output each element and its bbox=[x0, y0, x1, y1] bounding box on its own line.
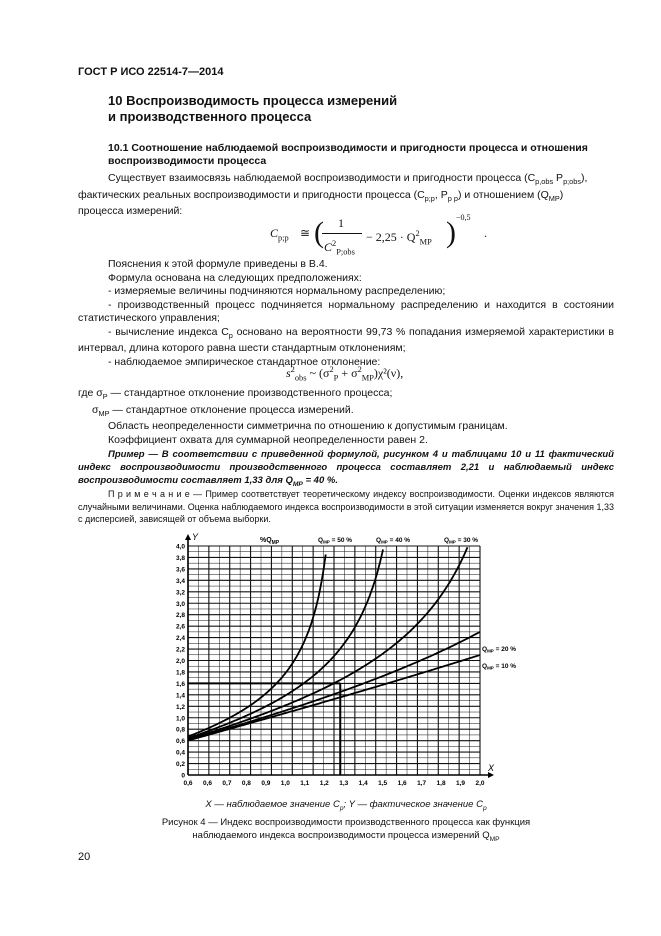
y-tick-label: 0,8 bbox=[175, 726, 185, 734]
chart-grid bbox=[185, 532, 495, 778]
note-label: П р и м е ч а н и е — bbox=[108, 489, 206, 499]
section-title-line2: и производственного процесса bbox=[108, 109, 312, 124]
formula-numerator: 1 bbox=[338, 216, 344, 230]
top-percent-label: $\%Q_{MP}$ bbox=[260, 537, 280, 546]
x-axis-label: X bbox=[488, 763, 495, 773]
x-tick-label: 1,9 bbox=[456, 780, 466, 787]
y-tick-label: 1,4 bbox=[175, 692, 185, 700]
formula-intro: Пояснения к этой формуле приведены в В.4. bbox=[108, 258, 328, 270]
main-formula: $C_{p;p}$ ≅ ( 1 $C^2_{P;obs}$ − $2,25 \cdot Q^2_{MP}$ ) −0,5 . bbox=[270, 215, 470, 257]
figure-caption-line1: Рисунок 4 — Индекс воспроизводимости производственного процесса как функция bbox=[161, 817, 531, 828]
paragraph-relationship bbox=[78, 172, 614, 219]
x-tick-label: 1,1 bbox=[300, 780, 310, 787]
bullet-1: - измеряемые величины подчиняются нормальному распределению; bbox=[108, 285, 446, 297]
definitions bbox=[78, 387, 614, 447]
variance-formula: $s^2_{obs}$ ~ $(\sigma^2_P + \sigma^2_{MP})\chi^2(\nu)$, bbox=[286, 365, 404, 383]
series-label-2: $Q_{MP} = 30$ % bbox=[444, 537, 479, 545]
symmetric-text: Область неопределенности симметрична по отношению к допустимым границам. bbox=[108, 420, 508, 433]
where-line-1: где $\sigma_P$ — стандартное отклонение производственного процесса; bbox=[78, 387, 393, 402]
capability-chart bbox=[150, 528, 520, 794]
bullet-3: - вычисление индекса $C_p$ основано на вероятности 99,73 % попадания измеряемой характеристики в интервал, длина которого равна шести стандартным отклонениям; bbox=[78, 325, 614, 355]
formula-minus-term: − $2,25 \cdot Q^2_{MP}$ bbox=[366, 229, 432, 247]
y-tick-label: 1,2 bbox=[175, 703, 185, 711]
x-tick-label: 0,8 bbox=[241, 780, 251, 787]
paragraph-line1: Существует взаимосвязь наблюдаемой воспроизводимости и пригодности процесса ($C_{p,obs}$ $P_{p;obs}$), bbox=[108, 172, 588, 187]
series-label-4: $Q_{MP} = 10$ % bbox=[482, 663, 517, 671]
x-tick-label: 1,6 bbox=[397, 780, 407, 787]
y-tick-label: 3,6 bbox=[175, 566, 185, 574]
coverage-text: Коэффициент охвата для суммарной неопределенности равен 2. bbox=[108, 433, 428, 446]
axis-legend: X — наблюдаемое значение $C_p$; Y — фактическое значение $C_p$ bbox=[205, 799, 487, 812]
x-tick-label: 0,7 bbox=[222, 780, 232, 787]
subsection-title-line2: воспроизводимости процесса bbox=[108, 155, 267, 167]
series-label-1: $Q_{MP} = 40$ % bbox=[376, 537, 411, 545]
y-tick-label: 0,2 bbox=[175, 761, 185, 769]
figure-caption bbox=[78, 816, 614, 846]
y-tick-label: 2,6 bbox=[175, 623, 185, 631]
y-tick-label: 0,6 bbox=[175, 738, 185, 746]
y-tick-label: 3,2 bbox=[175, 589, 185, 597]
note-block bbox=[78, 488, 614, 526]
y-tick-label: 4,0 bbox=[175, 543, 185, 551]
figure-caption-line2: наблюдаемого индекса воспроизводимости процесса измерений $Q_{MP}$ bbox=[192, 830, 500, 843]
y-tick-label: 2,0 bbox=[175, 658, 185, 665]
x-tick-label: 1,2 bbox=[319, 780, 329, 787]
formula-denominator: $C^2_{P;obs}$ bbox=[324, 239, 355, 257]
x-tick-label: 0,6 bbox=[183, 780, 193, 787]
where-line-2: $\sigma_{MP}$ — стандартное отклонение процесса измерений. bbox=[92, 403, 354, 418]
x-tick-label: 1,8 bbox=[436, 780, 446, 787]
page-number: 20 bbox=[78, 851, 91, 863]
x-tick-label: 1,7 bbox=[417, 780, 427, 787]
x-tick-label: 1,3 bbox=[339, 780, 349, 787]
y-tick-label: 3,4 bbox=[175, 577, 185, 585]
document-header: ГОСТ Р ИСО 22514-7—2014 bbox=[78, 66, 224, 78]
x-tick-label: 1,5 bbox=[378, 780, 388, 787]
y-tick-label: 2,2 bbox=[175, 646, 185, 654]
y-axis-label: Y bbox=[192, 532, 199, 542]
y-tick-label: 0 bbox=[181, 772, 185, 780]
y-tick-label: 3,8 bbox=[175, 554, 185, 562]
section-title-line1: 10 Воспроизводимость процесса измерений bbox=[108, 93, 398, 108]
series-label-0: $Q_{MP} = 50$ % bbox=[318, 537, 353, 545]
y-tick-label: 3,0 bbox=[175, 600, 185, 608]
series-label-3: $Q_{MP} = 20$ % bbox=[482, 646, 517, 654]
x-tick-label: 2,0 bbox=[475, 780, 485, 787]
y-tick-label: 1,6 bbox=[175, 680, 185, 688]
formula-exponent: −0,5 bbox=[456, 213, 471, 222]
bullet-2: - производственный процесс подчиняется нормальному распределению и находится в состоянии статистического управления; bbox=[78, 298, 614, 324]
y-tick-labels bbox=[176, 544, 185, 780]
bullet-4: - наблюдаемое эмпирическое стандартное отклонение: bbox=[108, 355, 381, 368]
explanations bbox=[78, 258, 614, 369]
subsection-title-line1: 10.1 Соотношение наблюдаемой воспроизводимости и пригодности процесса и отношения bbox=[108, 142, 588, 154]
y-tick-label: 1,8 bbox=[175, 669, 185, 677]
section-title bbox=[108, 93, 588, 125]
x-tick-label: 0,6 bbox=[202, 780, 212, 787]
y-tick-label: 2,4 bbox=[175, 635, 185, 643]
paragraph-line3: процесса измерений: bbox=[78, 205, 183, 218]
assumptions-intro: Формула основана на следующих предположениях: bbox=[108, 271, 362, 284]
subsection-title bbox=[108, 142, 618, 168]
paragraph-line2: фактических реальных воспроизводимости и пригодности процесса ($C_{p;p}$, $P_{p p}$) и отношением $(Q_{MP})$ bbox=[78, 188, 564, 203]
note-text: Пример соответствует теоретическому индексу воспроизводимости. Оценки индексов являются случайными величинами. Оценка наблюдаемого индекса воспроизводимости в этой ситуации изменяется вокруг значения 1,33 с дисперсией, зависящей от объема выборки. bbox=[78, 489, 614, 524]
formula-approx: ≅ bbox=[300, 226, 311, 240]
x-tick-label: 1,0 bbox=[280, 780, 290, 787]
y-tick-label: 0,4 bbox=[175, 749, 185, 757]
formula-lhs: $C_{p;p}$ bbox=[270, 226, 289, 243]
y-tick-label: 2,8 bbox=[175, 612, 185, 620]
y-tick-label: 1,0 bbox=[175, 715, 185, 723]
x-tick-label: 1,4 bbox=[358, 780, 368, 787]
x-tick-label: 0,9 bbox=[261, 780, 271, 787]
example-block: Пример — В соответствии с приведенной формулой, рисунком 4 и таблицами 10 и 11 фактический индекс воспроизводимости производственного процесса составляет 2,21 и наблюдаемый индекс воспроизводимости составляет 1,33 для $Q_{MP} = 40$ %. bbox=[78, 449, 614, 488]
